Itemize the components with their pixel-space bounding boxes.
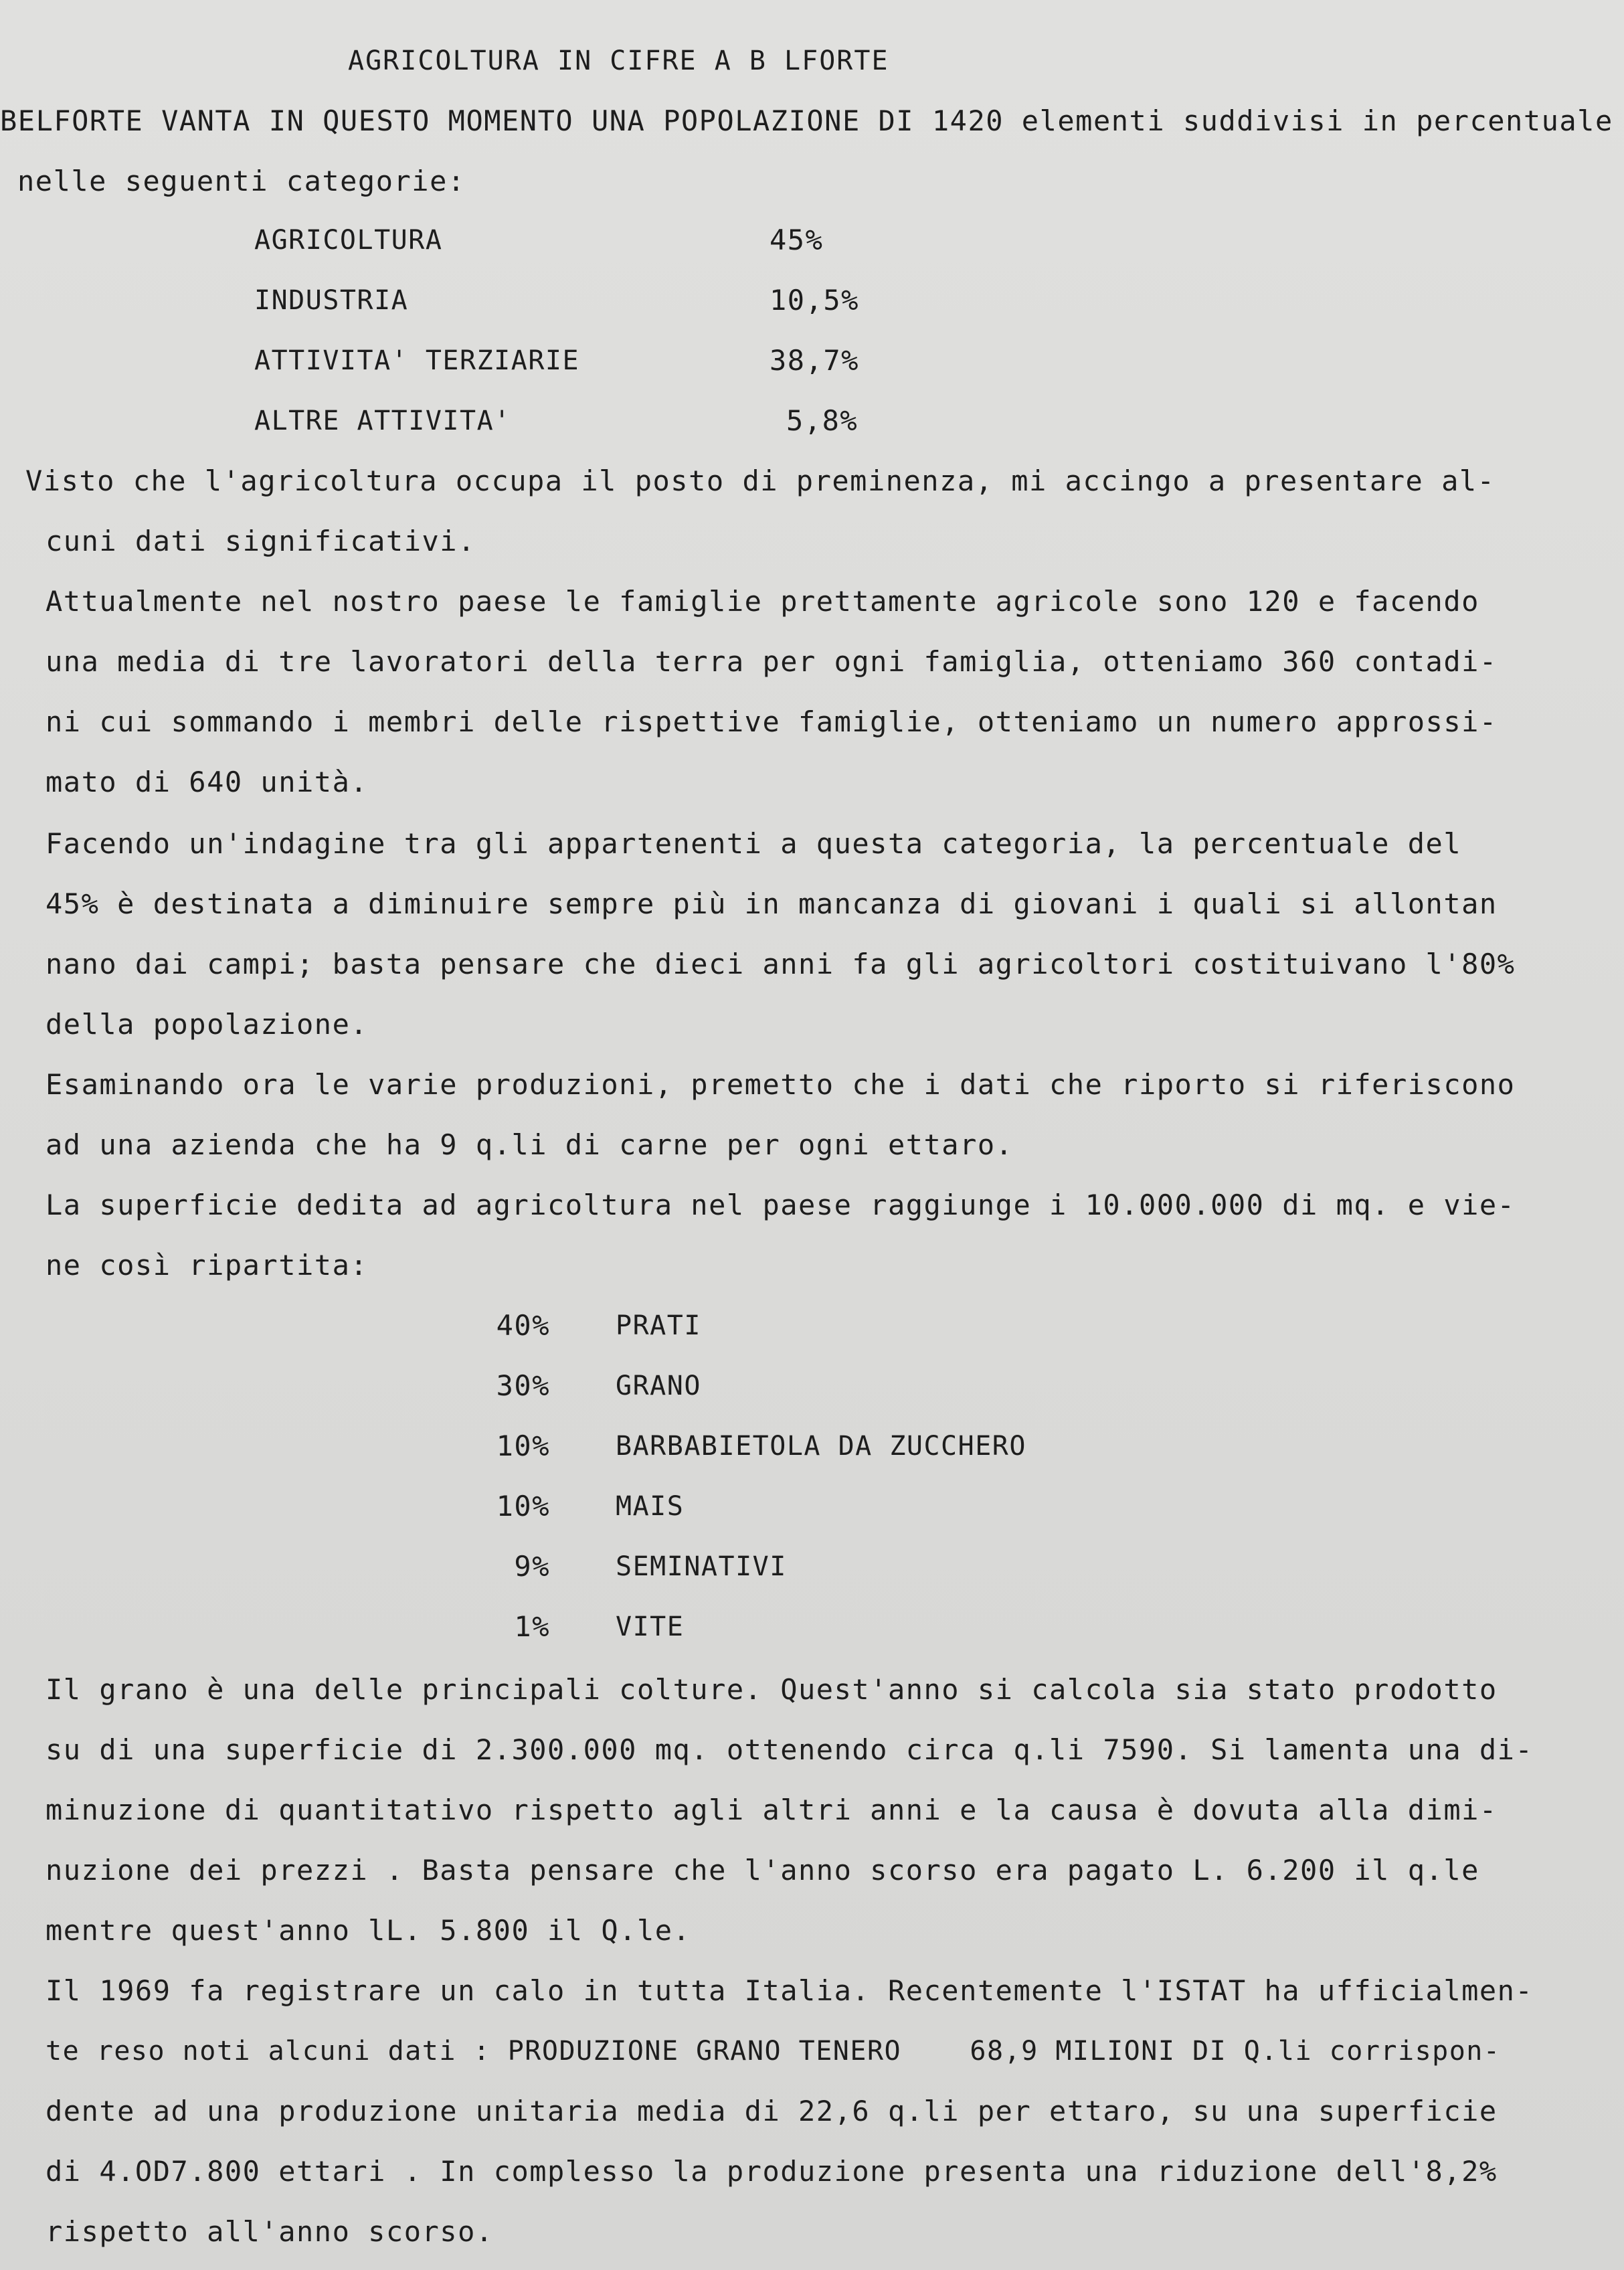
body-line: nano dai campi; basta pensare che dieci anni fa gli agricoltori costituivano l'80% [46,948,1516,980]
document-title: AGRICOLTURA IN CIFRE A B LFORTE [348,46,889,76]
closing-line: di 4.OD7.800 ettari . In complesso la produzione presenta una riduzione dell'8,2% [46,2155,1498,2188]
category-name: INDUSTRIA [254,285,409,316]
crop-percentage: 10% [496,1490,550,1522]
crop-percentage: 1% [514,1610,550,1643]
body-line: mato di 640 unità. [46,766,369,798]
crop-name: VITE [616,1611,685,1642]
closing-line: Il 1969 fa registrare un calo in tutta Italia. Recentemente l'ISTAT ha ufficialmen- [46,1974,1534,2007]
closing-line: rispetto all'anno scorso. [46,2215,494,2248]
closing-line: su di una superficie di 2.300.000 mq. ottenendo circa q.li 7590. Si lamenta una di- [46,1733,1534,1766]
category-value: 5,8% [786,404,859,437]
crop-name: MAIS [616,1491,685,1522]
category-name: ALTRE ATTIVITA' [254,406,511,436]
body-line: La superficie dedita ad agricoltura nel paese raggiunge i 10.000.000 di mq. e vie- [46,1189,1516,1221]
body-line: della popolazione. [46,1008,369,1041]
crop-name: BARBABIETOLA DA ZUCCHERO [616,1431,1026,1462]
category-value: 38,7% [770,344,859,377]
body-line: Esaminando ora le varie produzioni, premetto che i dati che riporto si riferiscono [46,1068,1516,1101]
crop-name: SEMINATIVI [616,1551,787,1582]
closing-line: Il grano è una delle principali colture. Quest'anno si calcola sia stato prodotto [46,1673,1498,1706]
crop-percentage: 9% [514,1550,550,1583]
crop-name: GRANO [616,1371,701,1401]
intro-line: nelle seguenti categorie: [17,165,466,197]
body-line: Attualmente nel nostro paese le famiglie prettamente agricole sono 120 e facendo [46,585,1479,618]
category-name: ATTIVITA' TERZIARIE [254,345,580,376]
body-line: una media di tre lavoratori della terra per ogni famiglia, otteniamo 360 contadi- [46,645,1498,678]
category-name: AGRICOLTURA [254,225,443,256]
body-line: cuni dati significativi. [46,525,476,557]
crop-name: PRATI [616,1310,701,1341]
body-line: Facendo un'indagine tra gli appartenenti a questa categoria, la percentuale del [46,827,1462,860]
body-line: ad una azienda che ha 9 q.li di carne per ogni ettaro. [46,1128,1014,1161]
body-line: ne così ripartita: [46,1249,369,1282]
crop-percentage: 10% [496,1429,550,1462]
category-value: 10,5% [770,284,859,317]
intro-line: BELFORTE VANTA IN QUESTO MOMENTO UNA POPOLAZIONE DI 1420 elementi suddivisi in percentuale [0,104,1613,137]
closing-line: mentre quest'anno lL. 5.800 il Q.le. [46,1914,691,1947]
crop-percentage: 30% [496,1369,550,1402]
closing-line: dente ad una produzione unitaria media di 22,6 q.li per ettaro, su una superficie [46,2095,1498,2127]
body-line: 45% è destinata a diminuire sempre più in mancanza di giovani i quali si allontan [46,887,1498,920]
crop-percentage: 40% [496,1309,550,1342]
closing-line: te reso noti alcuni dati : PRODUZIONE GRANO TENERO 68,9 MILIONI DI Q.li corrispon- [46,2036,1501,2067]
closing-line: minuzione di quantitativo rispetto agli altri anni e la causa è dovuta alla dimi- [46,1794,1498,1826]
body-line: ni cui sommando i membri delle rispettive famiglie, otteniamo un numero approssi- [46,705,1498,738]
body-line: Visto che l'agricoltura occupa il posto di preminenza, mi accingo a presentare al- [25,464,1496,497]
category-value: 45% [770,224,824,256]
closing-line: nuzione dei prezzi . Basta pensare che l'anno scorso era pagato L. 6.200 il q.le [46,1854,1479,1887]
